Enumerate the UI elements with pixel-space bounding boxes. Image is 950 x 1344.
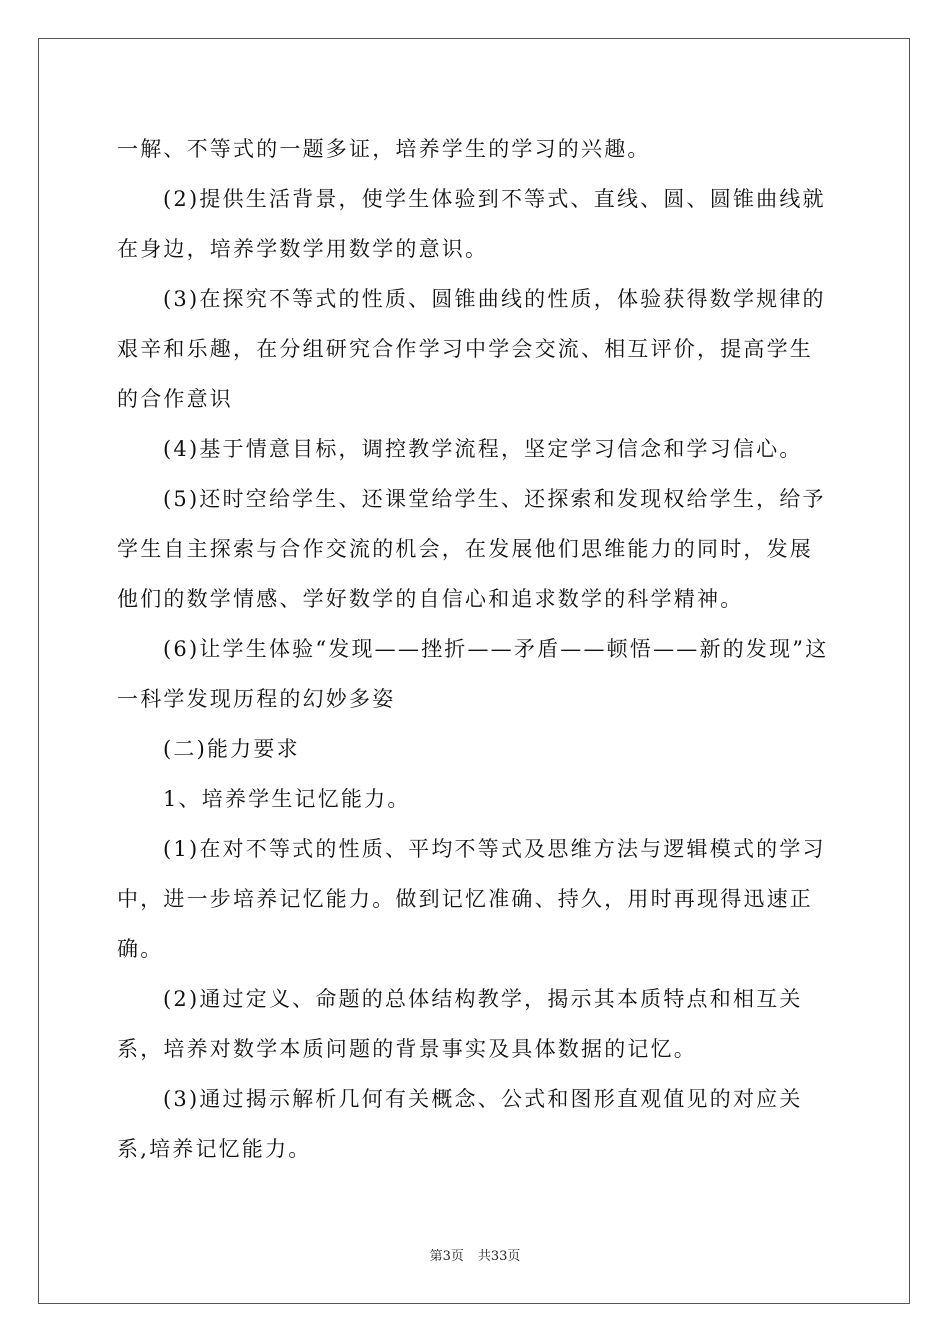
- paragraph-2: (2)提供生活背景，使学生体验到不等式、直线、圆、圆锥曲线就在身边，培养学数学用数学的意识。: [117, 187, 826, 261]
- page-number-current: 第3页: [429, 1249, 464, 1264]
- paragraph-11: (3)通过揭示解析几何有关概念、公式和图形直观值见的对应关系,培养记忆能力。: [117, 1087, 803, 1161]
- paragraph-4: (4)基于情意目标，调控教学流程，坚定学习信念和学习信心。: [163, 437, 803, 461]
- page-number-total: 共33页: [477, 1249, 521, 1264]
- paragraph-1: 一解、不等式的一题多证，培养学生的学习的兴趣。: [117, 137, 651, 161]
- subheading-memory: 1、培养学生记忆能力。: [163, 787, 411, 811]
- document-body: [117, 124, 833, 1174]
- paragraph-10: (2)通过定义、命题的总体结构教学，揭示其本质特点和相互关系，培养对数学本质问题的背景事实及具体数据的记忆。: [117, 987, 803, 1061]
- page-footer: [0, 1245, 950, 1264]
- paragraph-3: (3)在探究不等式的性质、圆锥曲线的性质，体验获得数学规律的艰辛和乐趣，在分组研究合作学习中学会交流、相互评价，提高学生的合作意识: [117, 287, 826, 411]
- paragraph-9: (1)在对不等式的性质、平均不等式及思维方法与逻辑模式的学习中，进一步培养记忆能力。做到记忆准确、持久，用时再现得迅速正确。: [117, 837, 826, 961]
- section-heading-ability: (二)能力要求: [163, 737, 300, 761]
- paragraph-6: (6)让学生体验“发现——挫折——矛盾——顿悟——新的发现”这一科学发现历程的幻妙多姿: [117, 637, 829, 711]
- paragraph-5: (5)还时空给学生、还课堂给学生、还探索和发现权给学生，给予学生自主探索与合作交流的机会，在发展他们思维能力的同时，发展他们的数学情感、学好数学的自信心和追求数学的科学精神。: [117, 487, 826, 611]
